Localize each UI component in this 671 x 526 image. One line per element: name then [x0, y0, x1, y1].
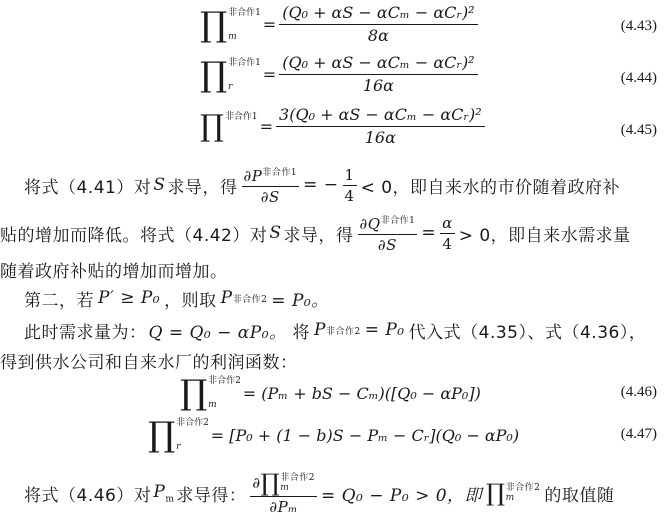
eq-superscript: 非合作2: [208, 376, 241, 386]
small-fraction: $\frac{1}{4}$: [344, 165, 355, 205]
eq-superscript: 非合作1: [228, 57, 261, 68]
paragraph-line: 将式（4.46）对 $P_m$ 求导得： ∂ ∏ 非合作2 m ∂Pₘ = Q₀ − P₀ > 0，即 ∏ 非合作2 m 的取值随: [24, 468, 615, 516]
small-fraction: $\frac{\alpha}{4}$: [442, 213, 453, 253]
derivative-fraction: $\frac{\partial P^{非合作1}}{\partial S}$: [242, 164, 300, 206]
eq-superscript: 非合作1: [228, 7, 261, 18]
paragraph-line: 随着政府补贴的增加而增加。: [0, 261, 228, 282]
eq-superscript: 非合作1: [224, 111, 258, 122]
paragraph-line: 将式（4.41）对 S 求导，得 $\frac{\partial P^{非合作1}}{\partial S}$ = − $\frac{1}{4}$ < 0，即自来水的市价随着政府补: [24, 165, 621, 206]
equation-number: (4.45): [620, 122, 657, 138]
eq-denominator: 8α: [367, 26, 389, 45]
eq-fraction: [276, 106, 485, 147]
eq-subscript: m: [228, 31, 237, 42]
eq-subscript: m: [208, 400, 217, 410]
equation-4-44: ∏ 非合作1 r = $\frac{\text{(Q₀ + αS − αCₘ − αCᵣ)²}}{16\alpha}$ (4.44): [200, 53, 657, 95]
equation-number: (4.47): [620, 426, 657, 442]
equation-4-43: ∏ 非合作1 m = $\frac{\text{(Q₀ + αS − αCₘ − αCᵣ)²}}{8\alpha}$ (4.43): [200, 3, 657, 45]
eq-denominator: 16α: [362, 76, 394, 95]
equation-4-47: ∏ 非合作2 r = [P₀ + (1 − b)S − Pₘ − Cᵣ](Q₀ − αP₀) (4.47): [148, 415, 657, 455]
eq-rhs: = (Pₘ + bS − Cₘ)([Q₀ − αP₀]): [242, 383, 481, 403]
paragraph-line: 第二，若 P′ ≥ P₀ ，则取 P 非合作2 = P₀。: [24, 288, 329, 311]
derivative-fraction: $\frac{\partial Q^{非合作1}}{\partial S}$: [358, 212, 418, 254]
paragraph-line: 贴的增加而降低。将式（4.42）对 S 求导，得 $\frac{\partial Q^{非合作1}}{\partial S}$ = $\frac{\alpha}{4}$ > 0，即自来水需求量: [0, 213, 631, 254]
eq-subscript: r: [228, 81, 233, 92]
derivative-fraction: ∂ ∏ 非合作2 m ∂Pₘ: [252, 468, 315, 516]
eq-numerator: (Q₀ + αS − αCₘ − αCᵣ)²: [279, 54, 477, 75]
eq-denominator: 16α: [364, 128, 396, 147]
eq-numerator: (Q₀ + αS − αCₘ − αCᵣ)²: [279, 4, 477, 25]
eq-numerator: 3(Q₀ + αS − αCₘ − αCᵣ)²: [276, 106, 485, 127]
equation-4-45: ∏ 非合作1 = $\frac{\text{3(Q₀ + αS − αCₘ − αCᵣ)²}}{16\alpha}$ (4.45): [200, 105, 657, 147]
equation-number: (4.43): [620, 18, 657, 34]
eq-fraction: [279, 54, 477, 95]
equation-4-46: ∏ 非合作2 m = (Pₘ + bS − Cₘ)([Q₀ − αP₀]) (4.46): [180, 373, 657, 413]
eq-subscript: r: [176, 442, 181, 452]
paragraph-line: 得到供水公司和自来水厂的利润函数：: [0, 352, 298, 373]
equation-number: (4.44): [620, 70, 657, 86]
eq-rhs: = [P₀ + (1 − b)S − Pₘ − Cᵣ](Q₀ − αP₀): [210, 425, 520, 445]
equation-number: (4.46): [620, 384, 657, 400]
eq-fraction: [279, 4, 477, 45]
paragraph-line: 此时需求量为： Q = Q₀ − αP₀。 将 P 非合作2 = P₀ 代入式（4.35）、式（4.36），: [24, 320, 647, 343]
eq-superscript: 非合作2: [176, 418, 209, 428]
